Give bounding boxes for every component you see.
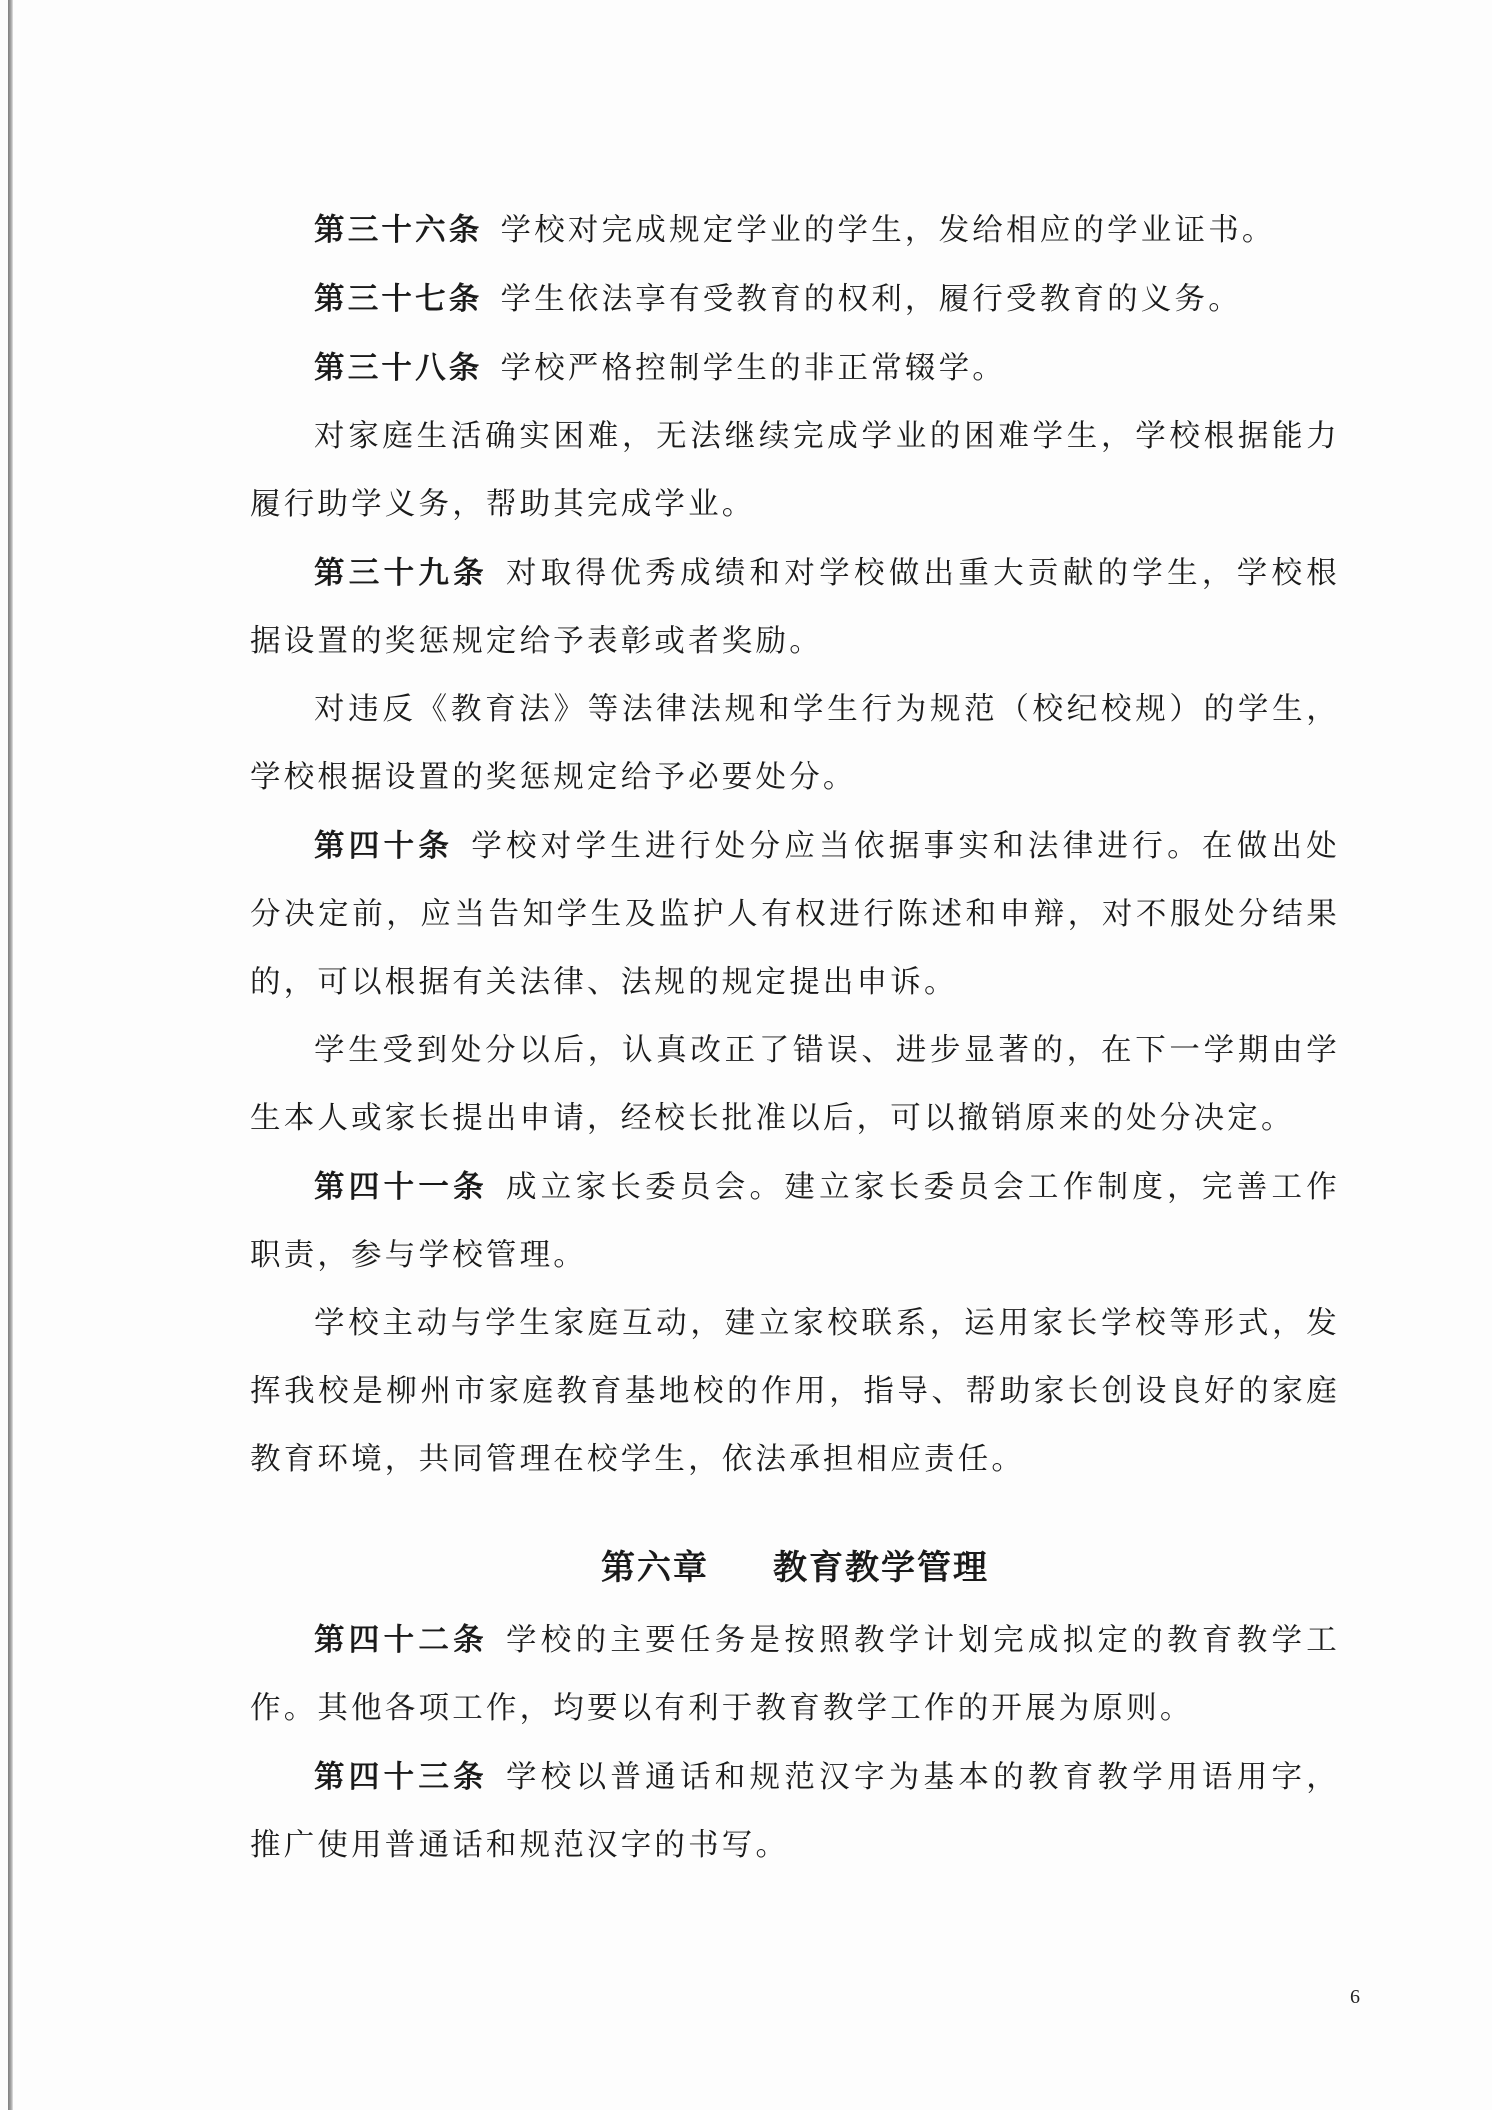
- article-number: 第四十三条: [314, 1759, 488, 1795]
- paragraph-text: 对违反《教育法》等法律法规和学生行为规范（校纪校规）的学生，学校根据设置的奖惩规定给予必要处分。: [250, 692, 1340, 795]
- article-text: 学校的主要任务是按照教学计划完成拟定的教育教学工作。其他各项工作，均要以有利于教育教学工作的开展为原则。: [250, 1623, 1340, 1726]
- article-number: 第四十条: [314, 828, 454, 864]
- chapter-title: 教育教学管理: [773, 1548, 989, 1588]
- article-number: 第三十九条: [314, 555, 488, 591]
- document-body: [250, 196, 1340, 1880]
- article-paragraph: [250, 812, 1340, 1017]
- article-number: 第三十八条: [314, 350, 483, 386]
- article-paragraph: [250, 1153, 1340, 1290]
- body-paragraph: [250, 1017, 1340, 1153]
- article-text: 学校对学生进行处分应当依据事实和法律进行。在做出处分决定前，应当告知学生及监护人有权进行陈述和申辩，对不服处分结果的，可以根据有关法律、法规的规定提出申诉。: [250, 829, 1340, 1000]
- article-number: 第三十六条: [314, 212, 483, 248]
- article-paragraph: [250, 265, 1340, 334]
- article-text: 学生依法享有受教育的权利，履行受教育的义务。: [500, 282, 1242, 317]
- article-number: 第四十一条: [314, 1169, 488, 1205]
- article-paragraph: [250, 539, 1340, 676]
- body-paragraph: [250, 1290, 1340, 1494]
- article-number: 第三十七条: [314, 281, 483, 317]
- article-paragraph: [250, 1606, 1340, 1743]
- paragraph-text: 学校主动与学生家庭互动，建立家校联系，运用家长学校等形式，发挥我校是柳州市家庭教育基地校的作用，指导、帮助家长创设良好的家庭教育环境，共同管理在校学生，依法承担相应责任。: [250, 1306, 1340, 1477]
- body-paragraph: [250, 676, 1340, 812]
- chapter-heading: [250, 1538, 1340, 1598]
- article-text: 学校对完成规定学业的学生，发给相应的学业证书。: [500, 213, 1276, 248]
- paragraph-text: 学生受到处分以后，认真改正了错误、进步显著的，在下一学期由学生本人或家长提出申请，经校长批准以后，可以撤销原来的处分决定。: [250, 1033, 1340, 1136]
- article-text: 学校以普通话和规范汉字为基本的教育教学用语用字，推广使用普通话和规范汉字的书写。: [250, 1760, 1340, 1863]
- scan-binding-edge: [8, 0, 13, 2110]
- article-text: 学校严格控制学生的非正常辍学。: [500, 351, 1006, 386]
- article-paragraph: [250, 1743, 1340, 1880]
- article-number: 第四十二条: [314, 1622, 488, 1658]
- chapter-number: 第六章: [601, 1548, 709, 1588]
- body-paragraph: [250, 403, 1340, 539]
- article-text: 成立家长委员会。建立家长委员会工作制度，完善工作职责，参与学校管理。: [250, 1170, 1340, 1273]
- article-paragraph: [250, 334, 1340, 403]
- article-text: 对取得优秀成绩和对学校做出重大贡献的学生，学校根据设置的奖惩规定给予表彰或者奖励。: [250, 556, 1340, 659]
- article-paragraph: [250, 196, 1340, 265]
- paragraph-text: 对家庭生活确实困难，无法继续完成学业的困难学生，学校根据能力履行助学义务，帮助其完成学业。: [250, 419, 1340, 522]
- page-number: 6: [1350, 1986, 1360, 2008]
